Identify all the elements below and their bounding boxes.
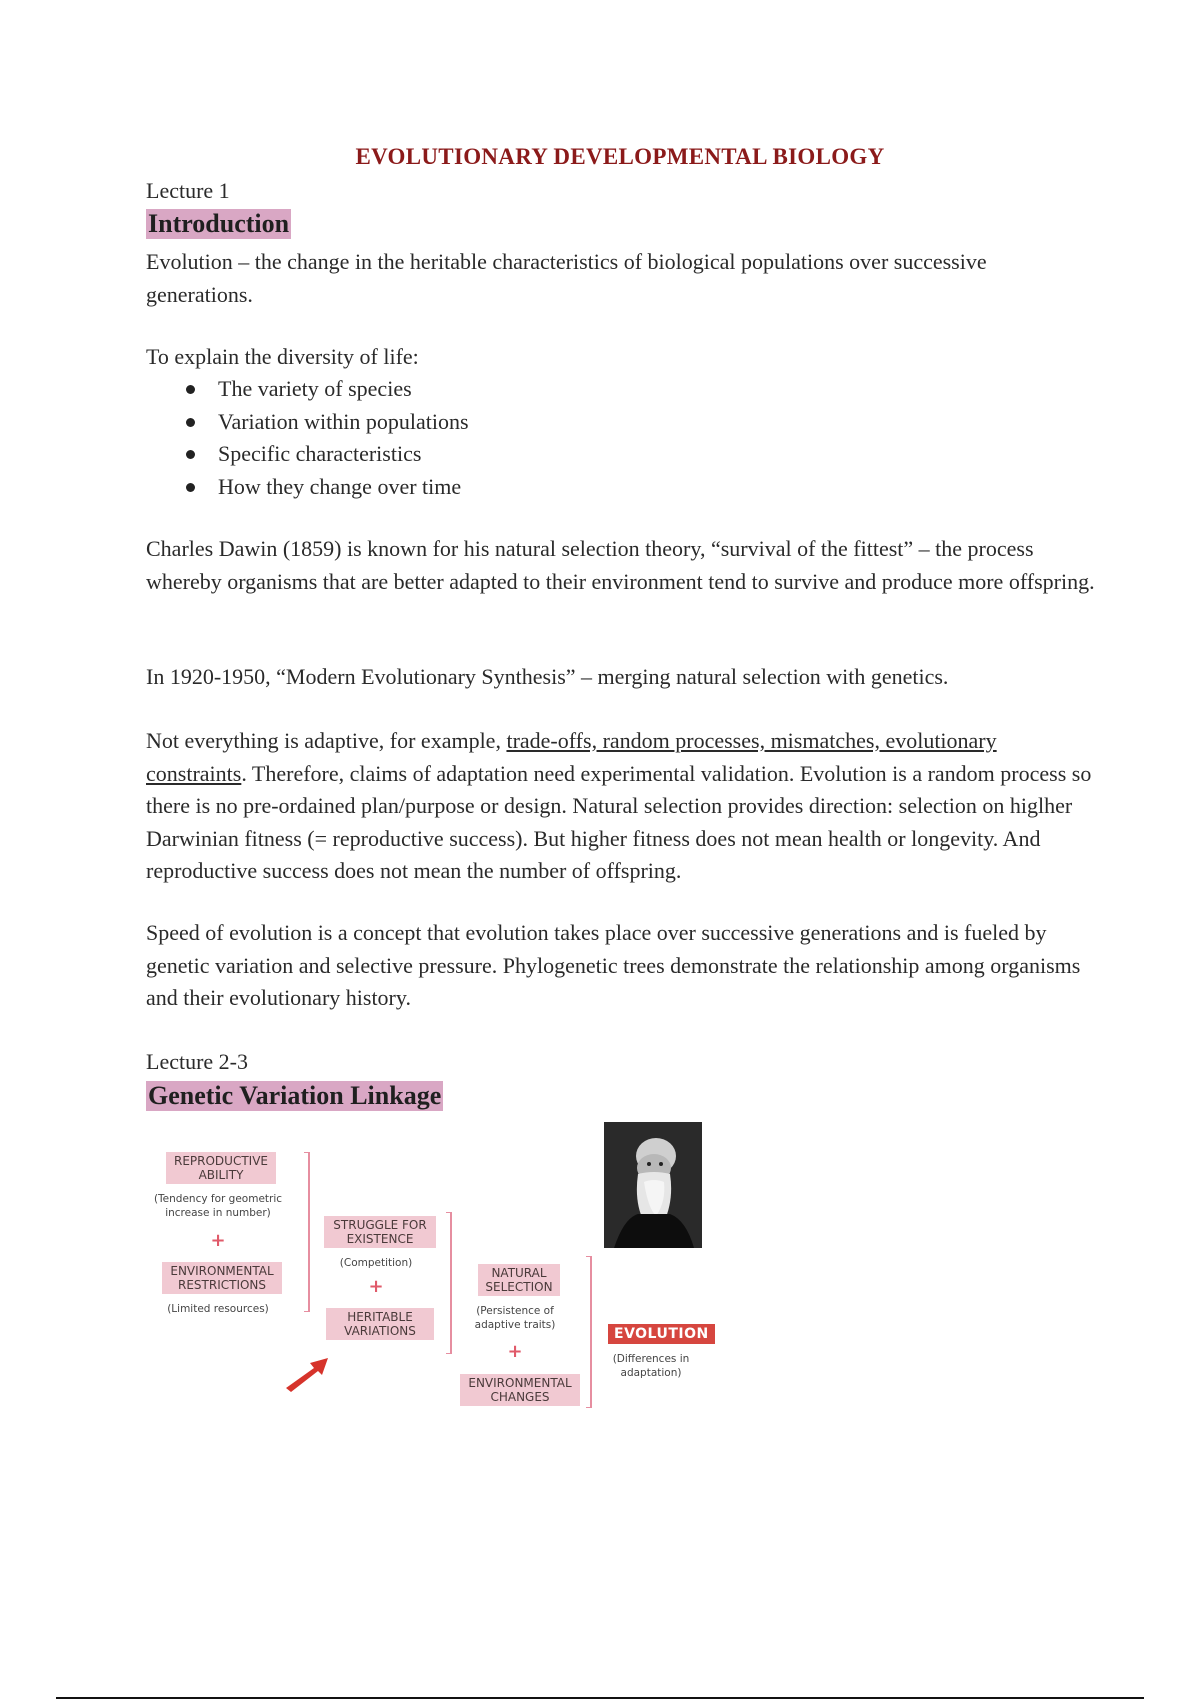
- plus-sign: +: [210, 1230, 226, 1251]
- plus-sign: +: [507, 1341, 523, 1362]
- adaptive-paragraph: [146, 725, 1096, 888]
- struggle-box: STRUGGLE FOR EXISTENCE: [324, 1216, 436, 1248]
- adaptive-examples: trade-offs, random processes, mismatches, evolutionary constraints: [146, 728, 997, 786]
- struggle-note: (Competition): [339, 1257, 413, 1269]
- restrictions-note: (Limited resources): [167, 1303, 269, 1315]
- lecture-1-label: Lecture 1: [146, 178, 230, 203]
- list-item: Specific characteristics: [146, 438, 469, 471]
- speed-paragraph: Speed of evolution is a concept that evolution takes place over successive generations and is fueled by genetic variation and selective pressure. Phylogenetic trees demonstrate the relationship among organisms and their evolutionary history.: [146, 920, 1081, 1010]
- red-arrow-icon: [282, 1354, 334, 1394]
- evolution-note: (Differences in adaptation): [612, 1353, 690, 1379]
- selection-note: (Persistence of adaptive traits): [474, 1305, 556, 1331]
- synthesis-paragraph: In 1920-1950, “Modern Evolutionary Synthesis” – merging natural selection with genetics.: [146, 664, 949, 689]
- diversity-list: [146, 373, 469, 503]
- reproductive-note: (Tendency for geometric increase in number): [153, 1193, 283, 1219]
- darwin-portrait-icon: [604, 1122, 702, 1248]
- document-title: EVOLUTIONARY DEVELOPMENTAL BIOLOGY: [355, 144, 885, 169]
- adaptive-lead: Not everything is adaptive, for example,: [146, 728, 507, 753]
- environmental-restrictions-box: ENVIRONMENTAL RESTRICTIONS: [162, 1262, 282, 1294]
- natural-selection-diagram: [152, 1124, 712, 1424]
- diversity-intro: To explain the diversity of life:: [146, 344, 419, 369]
- brace-1: [304, 1152, 310, 1312]
- adaptive-rest: . Therefore, claims of adaptation need experimental validation. Evolution is a random process so there is no pre-ordained plan/purpose or design. Natural selection provides direction: selection on higlher Darwinian fitness (= reproductive success). But higher fitness does not mean health or longevity. And reproductive success does not mean the number of offspring.: [146, 760, 1092, 883]
- list-item: The variety of species: [146, 373, 469, 406]
- page-bottom-rule: [56, 1697, 1144, 1699]
- environmental-changes-box: ENVIRONMENTAL CHANGES: [460, 1374, 580, 1406]
- genetic-variation-heading: Genetic Variation Linkage: [148, 1081, 442, 1110]
- list-item: How they change over time: [146, 471, 469, 504]
- darwin-paragraph: Charles Dawin (1859) is known for his natural selection theory, “survival of the fittest” – the process whereby organisms that are better adapted to their environment tend to survive and produce more offspring.: [146, 536, 1095, 594]
- introduction-heading: Introduction: [148, 209, 290, 238]
- evolution-definition: Evolution – the change in the heritable characteristics of biological populations over successive generations.: [146, 249, 987, 307]
- list-item: Variation within populations: [146, 406, 469, 439]
- plus-sign: +: [368, 1276, 384, 1297]
- natural-selection-box: NATURAL SELECTION: [478, 1264, 560, 1296]
- heritable-box: HERITABLE VARIATIONS: [326, 1308, 434, 1340]
- evolution-box: EVOLUTION: [608, 1324, 715, 1344]
- reproductive-ability-box: REPRODUCTIVE ABILITY: [166, 1152, 276, 1184]
- brace-2: [446, 1212, 452, 1354]
- brace-3: [586, 1256, 592, 1408]
- lecture-2-label: Lecture 2-3: [146, 1049, 248, 1074]
